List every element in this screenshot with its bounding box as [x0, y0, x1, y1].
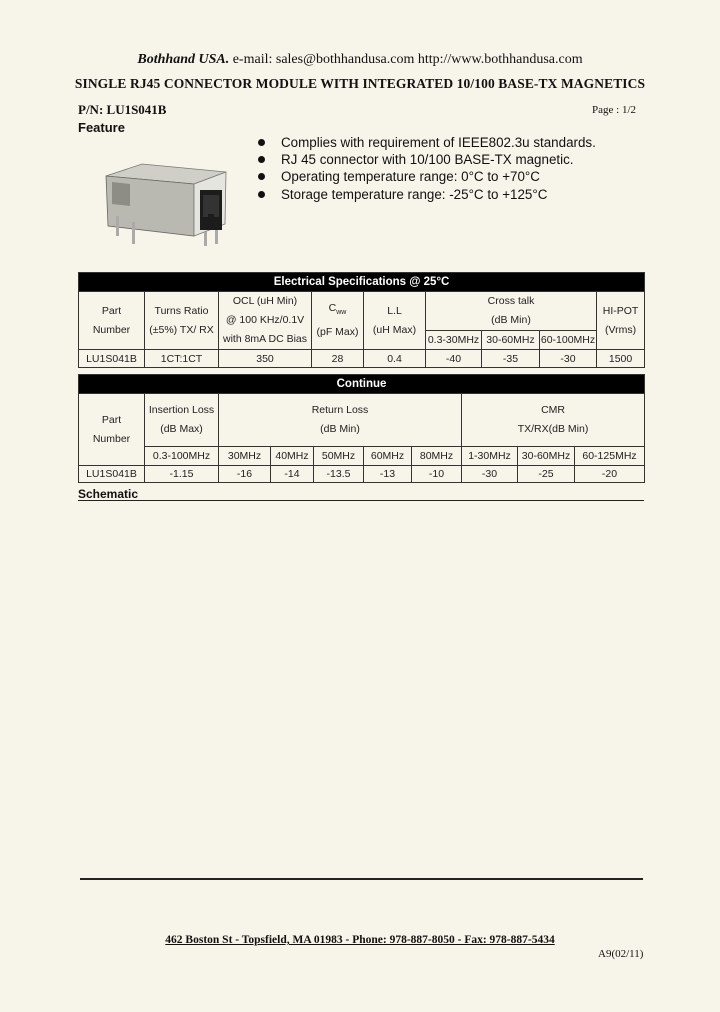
bullet-icon	[258, 139, 265, 146]
header-part-number: Part Number	[79, 394, 145, 466]
cell: -13	[364, 466, 412, 483]
bullet-icon	[258, 156, 265, 163]
header-band: 30MHz	[219, 447, 271, 466]
cell: -25	[518, 466, 575, 483]
cell: -13.5	[314, 466, 364, 483]
header-band: 0.3-100MHz	[145, 447, 219, 466]
header-return-loss: Return Loss (dB Min)	[219, 394, 462, 447]
bullet-icon	[258, 173, 265, 180]
cell: -16	[219, 466, 271, 483]
schematic-heading: Schematic	[78, 487, 139, 501]
part-number: P/N: LU1S041B	[78, 102, 167, 117]
header-insertion-loss: Insertion Loss (dB Max)	[145, 394, 219, 447]
header-band: 50MHz	[314, 447, 364, 466]
rj45-connector-image	[104, 162, 228, 248]
header-band: 40MHz	[271, 447, 314, 466]
header-cww: $C_{ww}$ (pF Max)	[312, 292, 364, 350]
spec-band-title: Electrical Specifications @ 25°C	[79, 273, 645, 292]
feature-item: Operating temperature range: 0°C to +70°C	[258, 168, 596, 185]
cell: -10	[412, 466, 462, 483]
header-band: 1-30MHz	[462, 447, 518, 466]
revision-code: A9(02/11)	[598, 948, 644, 960]
bullet-icon	[258, 191, 265, 198]
cell: 0.4	[364, 350, 426, 368]
brand-name: Bothhand USA.	[137, 52, 230, 67]
header-ocl: OCL (uH Min) @ 100 KHz/0.1V with 8mA DC Bias	[219, 292, 312, 350]
header-turns-ratio: Turns Ratio (±5%) TX/ RX	[145, 292, 219, 350]
electrical-spec-table	[78, 272, 645, 368]
page-number: Page : 1/2	[592, 104, 636, 116]
cell: -30	[462, 466, 518, 483]
feature-item: RJ 45 connector with 10/100 BASE-TX magnetic.	[258, 151, 596, 168]
cell: 28	[312, 350, 364, 368]
table-row	[79, 350, 645, 368]
header-crosstalk: Cross talk (dB Min)	[426, 292, 597, 331]
header-cmr: CMR TX/RX(dB Min)	[462, 394, 645, 447]
header-crosstalk-band: 60-100MHz	[540, 331, 597, 350]
header-crosstalk-band: 0.3-30MHz	[426, 331, 482, 350]
feature-item: Storage temperature range: -25°C to +125°C	[258, 186, 596, 203]
contact-info: e-mail: sales@bothhandusa.com http://www.bothhandusa.com	[232, 52, 583, 67]
cell: -20	[575, 466, 645, 483]
company-header	[0, 52, 720, 68]
header-band: 30-60MHz	[518, 447, 575, 466]
header-band: 60-125MHz	[575, 447, 645, 466]
cell: 1CT:1CT	[145, 350, 219, 368]
continue-band-title: Continue	[79, 375, 645, 394]
header-part-number: Part Number	[79, 292, 145, 350]
feature-item: Complies with requirement of IEEE802.3u standards.	[258, 134, 596, 151]
header-crosstalk-band: 30-60MHz	[482, 331, 540, 350]
header-hipot: HI-POT (Vrms)	[597, 292, 645, 350]
document-title: SINGLE RJ45 CONNECTOR MODULE WITH INTEGRATED 10/100 BASE-TX MAGNETICS	[74, 76, 646, 91]
continue-spec-table	[78, 374, 645, 483]
header-band: 80MHz	[412, 447, 462, 466]
header-band: 60MHz	[364, 447, 412, 466]
header-ll: L.L (uH Max)	[364, 292, 426, 350]
table-row	[79, 466, 645, 483]
cell: 1500	[597, 350, 645, 368]
divider	[80, 878, 643, 880]
feature-heading: Feature	[78, 120, 125, 135]
divider	[78, 500, 644, 501]
cell: -35	[482, 350, 540, 368]
cell: -14	[271, 466, 314, 483]
cell: LU1S041B	[79, 466, 145, 483]
footer-address: 462 Boston St - Topsfield, MA 01983 - Phone: 978-887-8050 - Fax: 978-887-5434	[165, 934, 555, 946]
cell: 350	[219, 350, 312, 368]
cell: -1.15	[145, 466, 219, 483]
cell: LU1S041B	[79, 350, 145, 368]
cell: -30	[540, 350, 597, 368]
feature-list	[258, 134, 596, 203]
cell: -40	[426, 350, 482, 368]
